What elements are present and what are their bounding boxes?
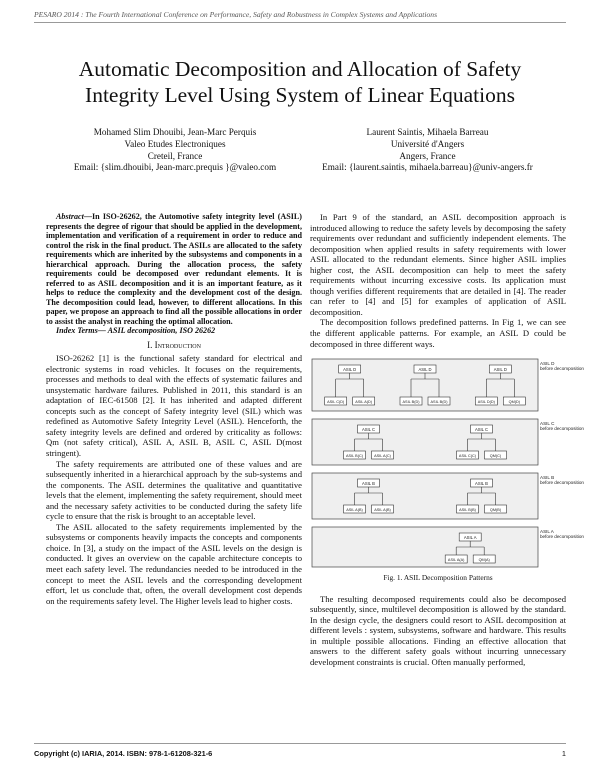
author-names: Mohamed Slim Dhouibi, Jean-Marc Perquis — [93, 127, 257, 137]
asil-box-label: ASIL D(D) — [477, 399, 495, 404]
paragraph: The ASIL allocated to the safety requirements implemented by the subsystems or components heavily impacts the concepts and components choice. In [3], a study on the impact of the ASIL levels on the design is conducted. It gives an overview on the capable architecture concepts to meet each safety level. The redundancies needed to be introduced in the concept to meet the ASIL levels and the corresponding development effort, let us conclude that, often, the overall development cost depends on the requirements safety level. The Higher levels lead to higher costs. — [46, 521, 302, 606]
pattern-label: before decomposition — [540, 366, 584, 372]
author-block-2 — [300, 127, 555, 174]
pattern-label: ASIL C — [540, 421, 555, 427]
paper-title — [0, 56, 600, 108]
asil-box-label: ASIL A(B) — [374, 507, 391, 512]
author-org: Université d'Angers — [390, 138, 465, 149]
asil-box-label: ASIL A(A) — [447, 557, 465, 562]
author-email: Email: {slim.dhouibi, Jean-marc.prequis }@valeo.com — [73, 162, 277, 173]
paragraph: The resulting decomposed requirements could also be decomposed subsequently, since, multilevel decomposition is allowed by the standard. In the design cycle, the designers could resort to ASIL decomposition at different levels : system, subsystems, software and hardware. This results in multiple possible allocations. Finding an effective allocation that answers to the different safety goals without incurring unnecessary development constraints is crucial. Often manually performed, — [310, 593, 566, 667]
asil-box-label: ASIL B(B) — [459, 507, 476, 512]
index-terms: Index Terms— ASIL decomposition, ISO 26262 — [56, 326, 216, 335]
author-city: Creteil, France — [147, 150, 203, 161]
asil-box-label: QM(B) — [489, 507, 502, 512]
asil-box-label: QM(D) — [508, 399, 521, 404]
asil-box-label: ASIL A(D) — [355, 399, 373, 404]
asil-box-label: ASIL B(C) — [346, 453, 363, 458]
paragraph: The decomposition follows predefined patterns. In Fig 1, we can see the different applicable patterns. For example, an ASIL D could be decomposed in three different ways. — [310, 317, 566, 349]
author-block-1 — [50, 127, 300, 174]
section-heading: I. Introduction — [147, 339, 201, 350]
figure-caption: Fig. 1. ASIL Decomposition Patterns — [383, 573, 493, 583]
asil-box-label: ASIL A(C) — [374, 453, 391, 458]
pattern-label: ASIL B — [540, 475, 555, 481]
footer-rule — [34, 743, 566, 744]
asil-box-label: ASIL C — [361, 426, 376, 432]
author-email: Email: {laurent.saintis, mihaela.barreau}@univ-angers.fr — [322, 162, 533, 173]
pattern-band — [312, 527, 538, 567]
asil-decomposition-diagram — [310, 355, 584, 569]
pattern-label: before decomposition — [540, 426, 584, 432]
footer-copyright: Copyright (c) IARIA, 2014. ISBN: 978-1-61208-321-6 — [34, 749, 213, 758]
asil-box-label: ASIL D — [418, 366, 432, 372]
title-line-1: Automatic Decomposition and Allocation of Safety — [78, 57, 522, 81]
author-org: Valeo Etudes Electroniques — [124, 138, 226, 149]
asil-decomposition-figure — [310, 355, 584, 569]
paragraph: ISO-26262 [1] is the functional safety standard for electrical and electronic systems in road vehicles. It focuses on the requirements, processes and methods to deal with the effects of systematic failures and unsystematic hardware failures. Published in 2011, this standard is an adaptation of IEC-61508 [2]. It has inherited and adapted different concepts such as the concept of Safety integrity level (SIL) which was redefined as Automotive Safety Integrity Level (ASIL). Henceforth, the safety integrity levels are defined and ordered by criticality as follows: Qm (not safety critical), ASIL A, ASIL B, ASIL C, ASIL D(most stringent). — [46, 353, 302, 458]
asil-box-label: ASIL D — [343, 366, 357, 372]
author-names: Laurent Saintis, Mihaela Barreau — [366, 127, 489, 137]
pattern-label: before decomposition — [540, 534, 584, 540]
asil-box-label: ASIL B(D) — [402, 399, 420, 404]
asil-box-label: ASIL C — [474, 426, 489, 432]
header-rule — [34, 22, 566, 23]
title-line-2: Integrity Level Using System of Linear Equations — [85, 83, 515, 107]
asil-box-label: ASIL D — [493, 366, 507, 372]
paragraph: In Part 9 of the standard, an ASIL decomposition approach is introduced allowing to reduce the safety levels by decomposing the safety requirements over redundant and sufficiently independent elements. The decomposition when applied results in safety requirements with lower ASIL allocated to the redundant elements. Since higher ASIL implies higher cost, the ASIL decomposition can help to meet the safety requirements without incurring excessive costs. Its application must though verifies different requirements that are detailed in [4]. The reader can refer to [4] and [5] for examples of application of ASIL decomposition. — [310, 212, 566, 317]
right-column — [310, 212, 584, 667]
asil-box-label: ASIL B — [362, 480, 375, 486]
asil-box-label: ASIL B — [475, 480, 488, 486]
asil-box-label: ASIL C(D) — [327, 399, 345, 404]
author-city: Angers, France — [399, 150, 456, 161]
asil-box-label: QM(C) — [489, 453, 502, 458]
page-number: 1 — [561, 749, 566, 758]
abstract-text: —In ISO-26262, the Automotive safety integrity level (ASIL) represents the degree of rigour that should be applied in the development, implementation and verification of a requirement in order to reduce and control the risk in the final product. The ASILs are allocated to the safety requirements which are inherited by the subsystems and components in a hierarchical approach. During the allocation process, the safety requirements could be decomposed over redundant elements. It is referred to as ASIL decomposition and it is an important feature, as it helps to reduce the complexity and the development cost of the design. The decomposition could lead, however, to different allocations. In this paper, we propose an approach to find all the possible allocations in order to assist the analyst in reaching the optimal allocation. — [46, 212, 302, 326]
paragraph: The safety requirements are attributed one of these values and are subsequently inherited in a hierarchical approach by the sub-systems and the components. The ASIL determines the qualitative and quantitative levels that the element, implementing the safety requirement, should meet and the necessary safety activities to be conducted during the safety life cycle to ensure that the risk is brought to an acceptable level. — [46, 458, 302, 522]
pattern-label: ASIL A — [540, 529, 554, 535]
asil-box-label: QM(A) — [478, 557, 490, 562]
left-column — [46, 212, 302, 606]
pattern-label: before decomposition — [540, 480, 584, 486]
abstract — [46, 212, 302, 326]
asil-box-label: ASIL B(D) — [430, 399, 448, 404]
asil-box-label: ASIL C(C) — [458, 453, 477, 458]
asil-box-label: ASIL A(B) — [346, 507, 363, 512]
asil-box-label: ASIL A — [463, 534, 477, 540]
pattern-label: ASIL D — [540, 361, 555, 367]
abstract-label: Abstract — [56, 212, 84, 221]
running-head: PESARO 2014 : The Fourth International Conference on Performance, Safety and Robustness in Complex Systems and Applications — [34, 10, 438, 19]
